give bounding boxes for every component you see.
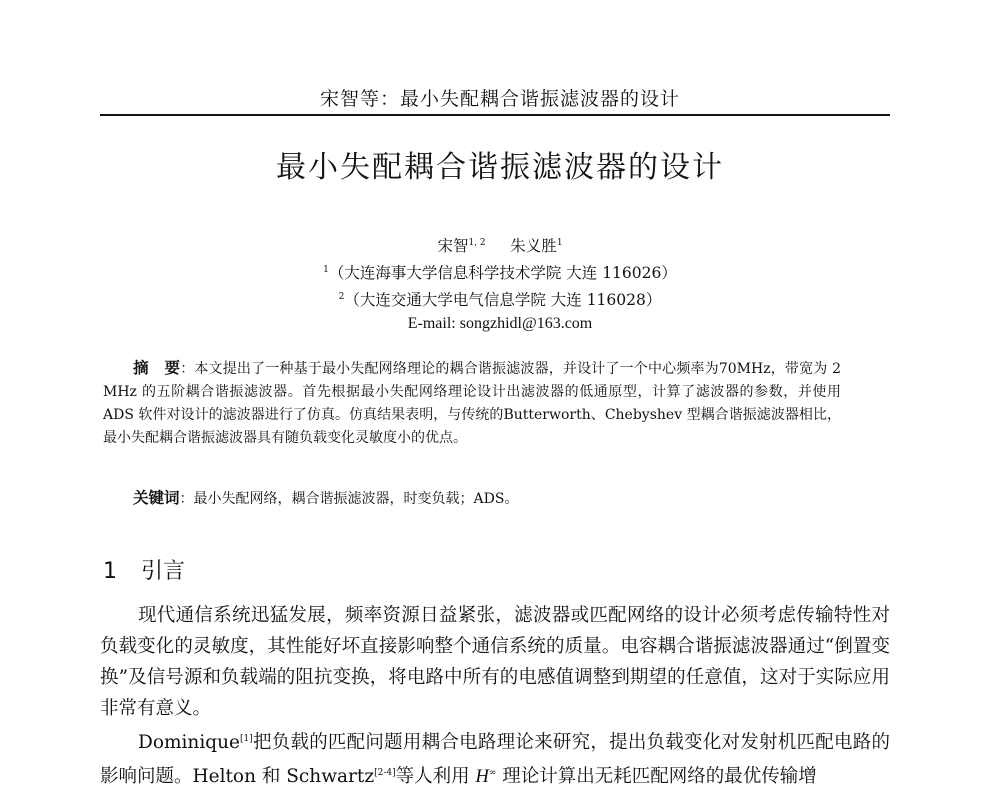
abstract-label: 摘 要	[133, 359, 181, 377]
author-name: 朱义胜	[510, 237, 557, 255]
body-paragraph: 现代通信系统迅猛发展，频率资源日益紧张，滤波器或匹配网络的设计必须考虑传输特性对负载变化的灵敏度，其性能好坏直接影响整个通信系统的质量。电容耦合谐振滤波器通过“倒置变换”及信号源和负载端的阻抗变换，将电路中所有的电感值调整到期望的任意值，这对于实际应用非常有意义。	[100, 605, 890, 719]
author-name: 宋智	[437, 237, 469, 255]
paper-title: 最小失配耦合谐振滤波器的设计	[276, 150, 724, 185]
keywords	[133, 487, 841, 511]
affiliation-mark: 1	[323, 264, 329, 275]
abstract	[103, 357, 841, 450]
affiliation-text: （大连海事大学信息科学技术学院 大连 116026）	[328, 264, 677, 282]
affiliation-mark: 2	[338, 291, 345, 302]
running-head: 宋智等：最小失配耦合谐振滤波器的设计	[319, 88, 680, 110]
header-rule	[100, 114, 890, 116]
section-title: 引言	[141, 559, 186, 584]
section-number: 1	[103, 559, 117, 584]
author-affiliation-mark: 1, 2	[468, 237, 486, 248]
body-text-run: 理论计算出无耗匹配网络的最优传输增	[502, 766, 817, 788]
affiliation-line	[0, 261, 1000, 283]
math-superscript: ∞	[488, 768, 497, 779]
body-text-run: 把负载的匹配问题用耦合电路理论来研究，提出负载变化对发射机匹配电路的影响问题。Helton 和 Schwartz	[100, 732, 890, 788]
citation-mark: [2-4]	[374, 768, 396, 779]
affiliation-line	[0, 288, 1000, 310]
keywords-label: 关键词	[133, 489, 180, 507]
body-text-run: Dominique	[138, 732, 240, 754]
body-paragraph	[100, 724, 890, 793]
author-line	[0, 234, 1000, 256]
email-line: E-mail: songzhidl@163.com	[407, 315, 593, 332]
keywords-text: ：最小失配网络，耦合谐振滤波器，时变负载；ADS。	[179, 491, 519, 507]
author-affiliation-mark: 1	[556, 237, 563, 248]
body-text-run: 等人利用	[395, 766, 470, 788]
math-symbol: H	[475, 767, 489, 788]
section-heading	[103, 554, 185, 585]
body-text	[100, 600, 890, 793]
affiliation-text: （大连交通大学电气信息学院 大连 116028）	[344, 291, 662, 309]
abstract-text: ：本文提出了一种基于最小失配网络理论的耦合谐振滤波器，并设计了一个中心频率为70MHz，带宽为 2 MHz 的五阶耦合谐振滤波器。首先根据最小失配网络理论设计出滤波器的低通原型，计算了滤波器的参数，并使用 ADS 软件对设计的滤波器进行了仿真。仿真结果表明，与传统的Butterworth、Chebyshev 型耦合谐振滤波器相比，最小失配耦合谐振滤波器具有随负载变化灵敏度小的优点。	[103, 361, 841, 446]
citation-mark: [1]	[239, 734, 253, 744]
